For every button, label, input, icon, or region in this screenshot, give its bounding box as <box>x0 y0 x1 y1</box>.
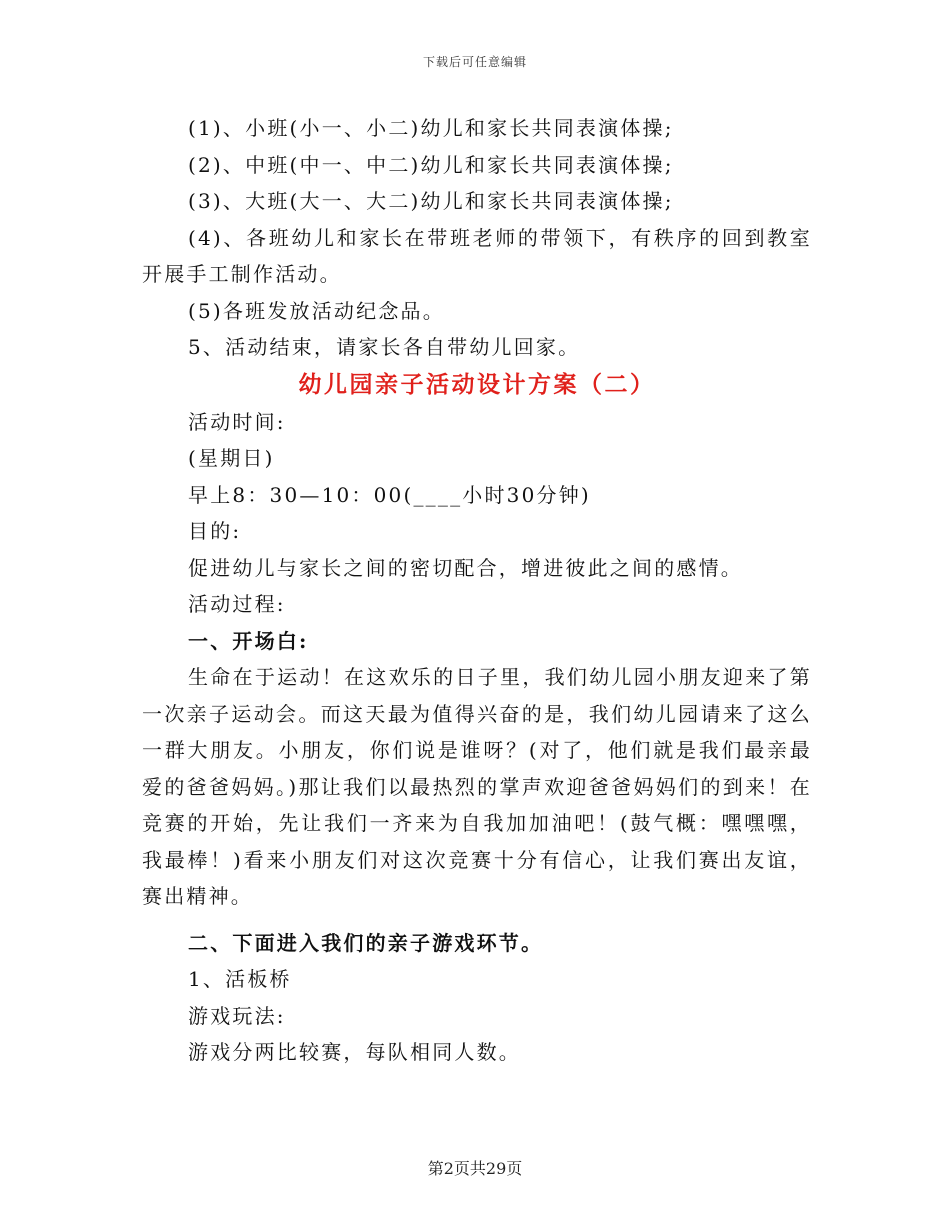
process-label: 活动过程: <box>188 592 286 616</box>
page-header: 下载后可任意编辑 <box>422 55 527 69</box>
time-value: 早上8：30—10：00(____小时30分钟) <box>188 482 591 507</box>
list-item-4: (4)、各班幼儿和家长在带班老师的带领下，有秩序的回到教室开展手工制作活动。 <box>142 225 812 286</box>
page-footer: 第2页共29页 <box>427 1159 523 1178</box>
section2-heading: 二、下面进入我们的亲子游戏环节。 <box>188 930 544 955</box>
list-item-2: (2)、中班(中一、中二)幼儿和家长共同表演体操; <box>188 152 674 177</box>
list-item-5: (5)各班发放活动纪念品。 <box>188 298 445 323</box>
goal-text: 促进幼儿与家长之间的密切配合，增进彼此之间的感情。 <box>188 555 743 580</box>
goal-label: 目的: <box>188 519 242 543</box>
time-label: 活动时间: <box>188 409 286 434</box>
list-item-1: (1)、小班(小一、小二)幼儿和家长共同表演体操; <box>188 116 674 140</box>
weekday-text: (星期日) <box>188 446 275 470</box>
section1-paragraph: 生命在于运动！在这欢乐的日子里，我们幼儿园小朋友迎来了第一次亲子运动会。而这天最为值得兴奋的是，我们幼儿园请来了这么一群大朋友。小朋友，你们说是谁呀？(对了，他们就是我们最亲最爱的爸爸妈妈。)那让我们以最热烈的掌声欢迎爸爸妈妈们的到来！在竞赛的开始，先让我们一齐来为自我加加油吧！(鼓气概：嘿嘿嘿，我最棒！)看来小朋友们对这次竞赛十分有信心，让我们赛出友谊，赛出精神。 <box>142 665 812 908</box>
game-rules-text: 游戏分两比较赛，每队相同人数。 <box>188 1040 521 1064</box>
game1-title: 1、活板桥 <box>188 967 292 991</box>
document-body <box>142 110 812 1071</box>
game-rules-label: 游戏玩法: <box>188 1003 286 1028</box>
list-item-6: 5、活动结束，请家长各自带幼儿回家。 <box>188 335 581 359</box>
list-item-3: (3)、大班(大一、大二)幼儿和家长共同表演体操; <box>188 189 674 213</box>
section-title: 幼儿园亲子活动设计方案（二） <box>298 370 656 398</box>
section1-heading: 一、开场白: <box>188 628 309 653</box>
